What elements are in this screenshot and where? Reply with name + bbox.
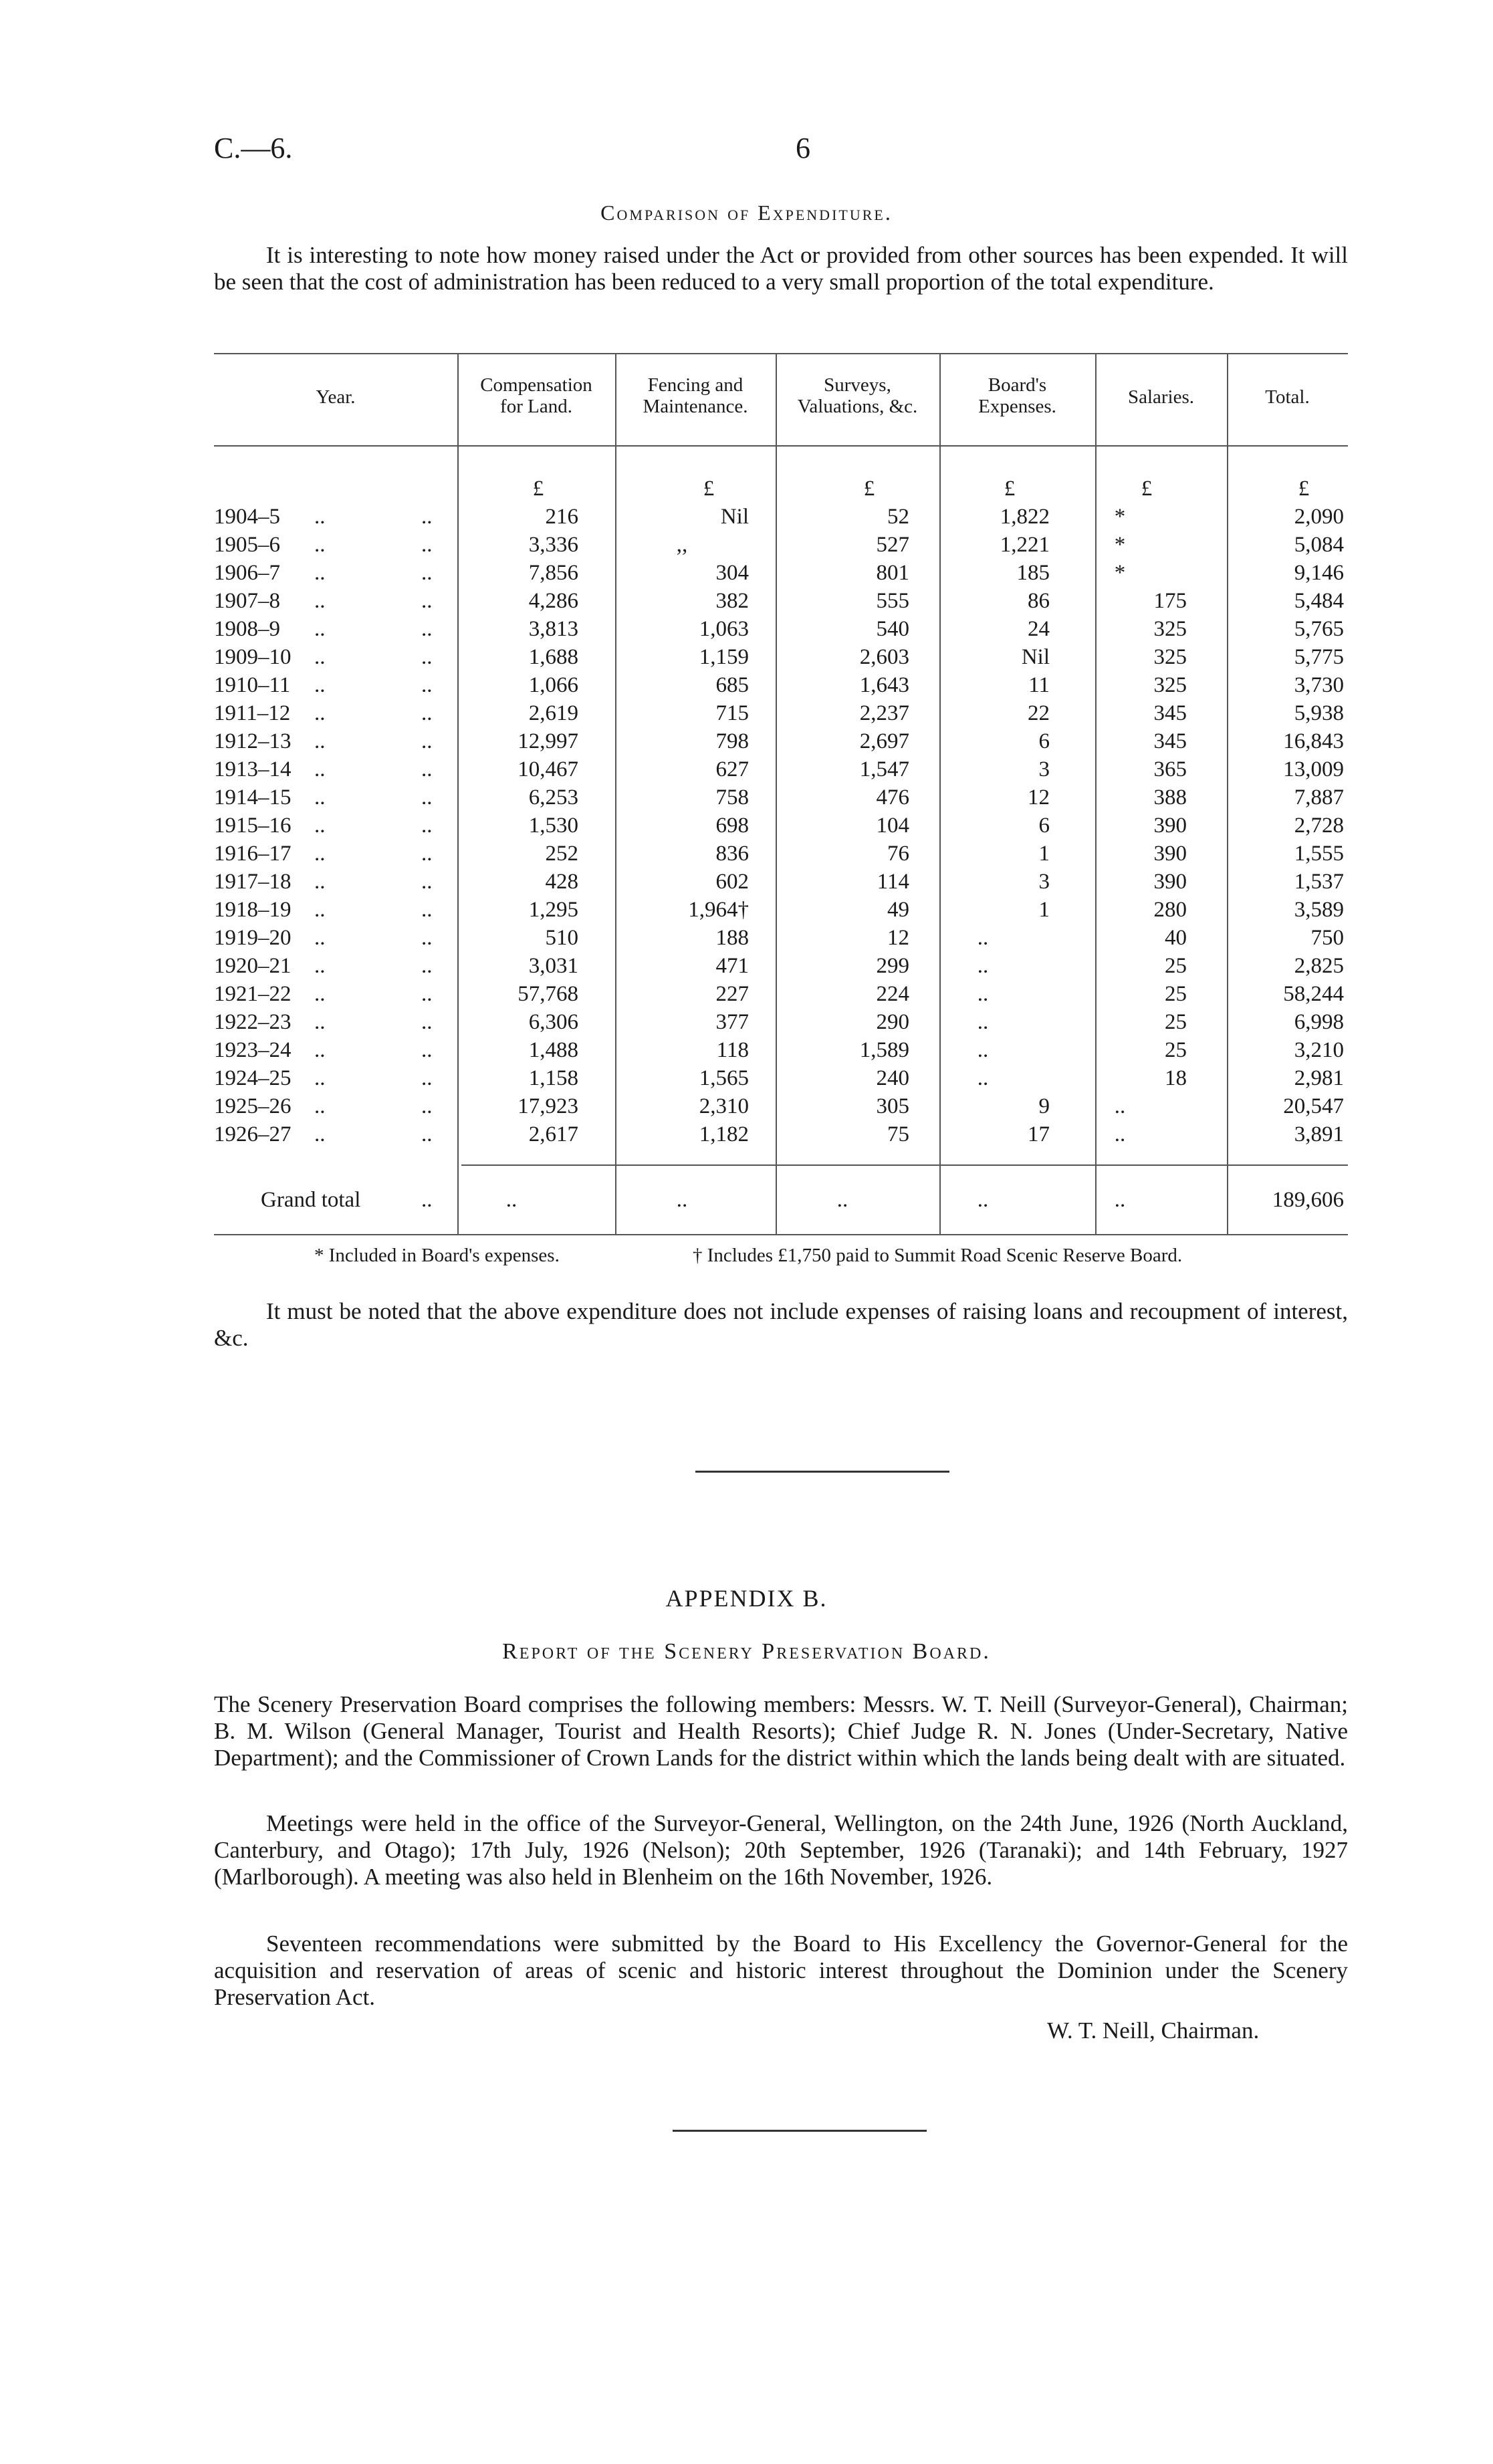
- report-id: C.—6.: [214, 132, 293, 164]
- row-year: 1910–11: [214, 673, 291, 697]
- row-leader: ..: [421, 926, 433, 950]
- row-leader: ..: [421, 1122, 433, 1146]
- table-cell-fence: 377: [715, 1010, 749, 1034]
- table-cell-board: 3: [1038, 757, 1050, 781]
- table-cell-total: 5,938: [1294, 701, 1344, 725]
- table-cell-comp: 2,619: [528, 701, 578, 725]
- row-year: 1917–18: [214, 870, 292, 894]
- row-leader: ..: [421, 701, 433, 725]
- table-cell-board: 1: [1038, 898, 1050, 922]
- col-header-line: Fencing and: [647, 374, 743, 396]
- table-cell-total: 3,891: [1294, 1122, 1344, 1146]
- table-cell-sal: 390: [1153, 870, 1187, 894]
- table-cell-surv: 1,589: [859, 1038, 909, 1062]
- table-cell-total: 5,484: [1294, 589, 1344, 613]
- table-cell-comp: 428: [545, 870, 578, 894]
- row-leader: ..: [314, 1010, 326, 1034]
- row-year: 1913–14: [214, 757, 292, 781]
- grand-total-sal: ..: [1114, 1188, 1126, 1212]
- table-cell-fence: 758: [715, 785, 749, 810]
- row-leader: ..: [314, 954, 326, 978]
- row-leader: ..: [421, 589, 433, 613]
- table-cell-sal: 280: [1153, 898, 1187, 922]
- row-year: 1925–26: [214, 1094, 292, 1118]
- row-leader: ..: [421, 533, 433, 557]
- table-cell-sal: 25: [1165, 1038, 1187, 1062]
- table-cell-surv: 290: [876, 1010, 909, 1034]
- table-cell-total: 5,775: [1294, 645, 1344, 669]
- table-cell-sal: 175: [1153, 589, 1187, 613]
- footnote-star: * Included in Board's expenses.: [314, 1245, 560, 1266]
- row-year: 1918–19: [214, 898, 292, 922]
- row-year: 1923–24: [214, 1038, 292, 1062]
- table-cell-fence: 602: [715, 870, 749, 894]
- row-leader: ..: [314, 1094, 326, 1118]
- table-cell-sal: 325: [1153, 673, 1187, 697]
- table-cell-comp: 12,997: [518, 729, 578, 753]
- grand-total-label: Grand total: [261, 1188, 361, 1212]
- table-cell-board: ..: [977, 954, 989, 978]
- table-cell-board: ..: [977, 1010, 989, 1034]
- row-leader: ..: [314, 1038, 326, 1062]
- grand-total-total: 189,606: [1272, 1188, 1344, 1212]
- row-leader: ..: [421, 561, 433, 585]
- table-cell-fence: 1,063: [699, 617, 749, 641]
- row-leader: ..: [314, 842, 326, 866]
- row-leader: ..: [421, 505, 433, 529]
- col-header-fencing: [615, 374, 776, 417]
- col-header-surveys: [776, 374, 939, 417]
- comparison-intro-text: It is interesting to note how money raised under the Act or provided from other sources has been expended. It will be seen that the cost of administration has been reduced to a very small proportion of the total expenditure.: [214, 242, 1348, 295]
- row-leader: ..: [314, 701, 326, 725]
- col-header-line: Compensation: [480, 374, 592, 396]
- table-cell-surv: 49: [887, 898, 909, 922]
- table-cell-total: 750: [1310, 926, 1344, 950]
- row-year: 1926–27: [214, 1122, 292, 1146]
- table-cell-total: 6,998: [1294, 1010, 1344, 1034]
- table-cell-sal: ..: [1114, 1094, 1126, 1118]
- table-cell-board: 24: [1028, 617, 1050, 641]
- row-leader: ..: [314, 785, 326, 810]
- expenditure-table: [214, 353, 1348, 1235]
- row-year: 1915–16: [214, 814, 292, 838]
- table-cell-board: 1: [1038, 842, 1050, 866]
- row-leader: ..: [421, 673, 433, 697]
- table-cell-surv: 114: [877, 870, 909, 894]
- table-cell-fence: 1,964†: [688, 898, 749, 922]
- table-header-rule: [214, 445, 1348, 447]
- table-cell-board: 185: [1016, 561, 1050, 585]
- table-cell-surv: 1,547: [859, 757, 909, 781]
- table-cell-total: 16,843: [1283, 729, 1344, 753]
- table-cell-comp: 3,031: [528, 954, 578, 978]
- table-bottom-rule: [214, 1234, 1348, 1235]
- table-cell-comp: 3,813: [528, 617, 578, 641]
- table-cell-sal: 365: [1153, 757, 1187, 781]
- table-cell-fence: 227: [715, 982, 749, 1006]
- table-cell-surv: 224: [876, 982, 909, 1006]
- expenditure-note: [214, 1298, 1348, 1352]
- table-cell-board: 12: [1028, 785, 1050, 810]
- table-cell-total: 2,090: [1294, 505, 1344, 529]
- table-cell-comp: 6,306: [528, 1010, 578, 1034]
- row-year: 1909–10: [214, 645, 292, 669]
- table-cell-total: 9,146: [1294, 561, 1344, 585]
- row-leader: ..: [314, 505, 326, 529]
- end-rule: [673, 2130, 927, 2132]
- table-cell-total: 2,981: [1294, 1066, 1344, 1090]
- table-cell-surv: 2,603: [859, 645, 909, 669]
- table-cell-board: 1,221: [1000, 533, 1050, 557]
- row-leader: ..: [421, 617, 433, 641]
- row-leader: ..: [421, 645, 433, 669]
- table-cell-comp: 7,856: [528, 561, 578, 585]
- row-leader: ..: [314, 870, 326, 894]
- row-year: 1911–12: [214, 701, 291, 725]
- table-cell-fence: 382: [715, 589, 749, 613]
- row-year: 1904–5: [214, 505, 280, 529]
- row-leader: ..: [314, 814, 326, 838]
- table-cell-fence: ,,: [676, 533, 688, 557]
- col-header-line: Valuations, &c.: [797, 396, 918, 417]
- table-cell-surv: 240: [876, 1066, 909, 1090]
- col-header-line: Maintenance.: [643, 396, 748, 417]
- row-year: 1920–21: [214, 954, 292, 978]
- table-cell-fence: 118: [716, 1038, 749, 1062]
- row-year: 1905–6: [214, 533, 280, 557]
- table-cell-board: ..: [977, 1038, 989, 1062]
- grand-total-comp: ..: [505, 1188, 518, 1212]
- table-cell-surv: 12: [887, 926, 909, 950]
- table-cell-surv: 2,697: [859, 729, 909, 753]
- appendix-para-recommendations: [214, 1931, 1348, 2011]
- table-cell-surv: 52: [887, 505, 909, 529]
- row-leader: ..: [314, 898, 326, 922]
- row-leader: ..: [421, 870, 433, 894]
- row-leader: ..: [314, 617, 326, 641]
- table-cell-surv: 1,643: [859, 673, 909, 697]
- appendix-subtitle: Report of the Scenery Preservation Board.: [502, 1639, 991, 1664]
- row-year: 1922–23: [214, 1010, 292, 1034]
- table-cell-comp: 6,253: [528, 785, 578, 810]
- table-cell-surv: 104: [876, 814, 909, 838]
- col-header-compensation: [457, 374, 615, 417]
- col-header-total: Total.: [1265, 386, 1310, 408]
- table-cell-fence: 836: [715, 842, 749, 866]
- row-leader: ..: [421, 954, 433, 978]
- table-cell-board: 6: [1038, 729, 1050, 753]
- table-top-rule: [214, 353, 1348, 354]
- table-cell-total: 1,537: [1294, 870, 1344, 894]
- table-cell-total: 1,555: [1294, 842, 1344, 866]
- col-header-line: Surveys,: [824, 374, 891, 396]
- table-cell-fence: 698: [715, 814, 749, 838]
- table-cell-comp: 1,530: [528, 814, 578, 838]
- table-cell-fence: 685: [715, 673, 749, 697]
- table-cell-total: 5,084: [1294, 533, 1344, 557]
- grand-total-fence: ..: [676, 1188, 688, 1212]
- appendix-para-meetings: [214, 1810, 1348, 1890]
- table-cell-comp: 2,617: [528, 1122, 578, 1146]
- row-leader: ..: [314, 926, 326, 950]
- table-cell-sal: ..: [1114, 1122, 1126, 1146]
- table-cell-total: 7,887: [1294, 785, 1344, 810]
- table-cell-total: 20,547: [1283, 1094, 1344, 1118]
- table-cell-comp: 3,336: [528, 533, 578, 557]
- table-cell-comp: 17,923: [518, 1094, 578, 1118]
- table-cell-fence: 304: [715, 561, 749, 585]
- row-year: 1921–22: [214, 982, 292, 1006]
- row-year: 1908–9: [214, 617, 280, 641]
- footnote-dagger: † Includes £1,750 paid to Summit Road Scenic Reserve Board.: [693, 1245, 1183, 1266]
- table-cell-sal: 25: [1165, 982, 1187, 1006]
- table-cell-board: 11: [1028, 673, 1050, 697]
- table-cell-fence: 627: [715, 757, 749, 781]
- table-cell-total: 13,009: [1283, 757, 1344, 781]
- grand-total-surv: ..: [836, 1188, 848, 1212]
- currency-symbol: £: [1298, 477, 1310, 501]
- row-year: 1919–20: [214, 926, 292, 950]
- table-cell-surv: 2,237: [859, 701, 909, 725]
- table-cell-board: 6: [1038, 814, 1050, 838]
- table-cell-board: 17: [1028, 1122, 1050, 1146]
- row-leader: ..: [314, 982, 326, 1006]
- table-cell-fence: Nil: [720, 505, 749, 529]
- table-cell-fence: 798: [715, 729, 749, 753]
- currency-symbol: £: [532, 477, 544, 501]
- table-cell-fence: 1,159: [699, 645, 749, 669]
- table-cell-comp: 10,467: [518, 757, 578, 781]
- page-number: 6: [796, 132, 810, 164]
- col-header-board-expenses: [939, 374, 1095, 417]
- table-cell-total: 58,244: [1283, 982, 1344, 1006]
- appendix-para-text: Meetings were held in the office of the Surveyor-General, Wellington, on the 24th June, 1926 (North Auckland, Canterbury, and Otago); 17th July, 1926 (Nelson); 20th September, 1926 (Taranaki); and 14th February, 1927 (Marlborough). A meeting was also held in Blenheim on the 16th November, 1926.: [214, 1810, 1348, 1890]
- row-leader: ..: [421, 1010, 433, 1034]
- row-leader: ..: [421, 1094, 433, 1118]
- table-cell-comp: 252: [545, 842, 578, 866]
- col-header-line: Expenses.: [978, 396, 1056, 417]
- table-cell-surv: 527: [876, 533, 909, 557]
- table-cell-sal: *: [1114, 533, 1126, 557]
- row-leader: ..: [421, 729, 433, 753]
- table-cell-sal: *: [1114, 505, 1126, 529]
- table-cell-comp: 1,158: [528, 1066, 578, 1090]
- row-year: 1906–7: [214, 561, 280, 585]
- table-cell-sal: 390: [1153, 842, 1187, 866]
- table-cell-board: 3: [1038, 870, 1050, 894]
- table-cell-total: 3,589: [1294, 898, 1344, 922]
- table-cell-comp: 57,768: [518, 982, 578, 1006]
- appendix-para-text: Seventeen recommendations were submitted by the Board to His Excellency the Governor-General for the acquisition and reservation of areas of scenic and historic interest throughout the Dominion under the Scenery Preservation Act.: [214, 1931, 1348, 2010]
- col-header-year: Year.: [316, 386, 356, 408]
- table-total-rule: [461, 1164, 1348, 1166]
- table-cell-board: Nil: [1021, 645, 1050, 669]
- table-cell-sal: 325: [1153, 617, 1187, 641]
- table-cell-fence: 471: [715, 954, 749, 978]
- row-leader: ..: [421, 1066, 433, 1090]
- row-leader: ..: [421, 814, 433, 838]
- table-cell-board: 1,822: [1000, 505, 1050, 529]
- table-cell-board: ..: [977, 982, 989, 1006]
- row-leader: ..: [314, 645, 326, 669]
- table-cell-comp: 1,295: [528, 898, 578, 922]
- table-cell-surv: 476: [876, 785, 909, 810]
- table-cell-total: 2,825: [1294, 954, 1344, 978]
- table-cell-board: 9: [1038, 1094, 1050, 1118]
- row-leader: ..: [421, 757, 433, 781]
- grand-total-board: ..: [977, 1188, 989, 1212]
- row-leader: ..: [314, 1122, 326, 1146]
- row-leader: ..: [314, 757, 326, 781]
- table-cell-sal: 25: [1165, 954, 1187, 978]
- table-cell-surv: 540: [876, 617, 909, 641]
- row-leader: ..: [314, 561, 326, 585]
- table-cell-total: 5,765: [1294, 617, 1344, 641]
- table-cell-fence: 188: [715, 926, 749, 950]
- table-cell-surv: 801: [876, 561, 909, 585]
- comparison-intro: [214, 242, 1348, 295]
- table-cell-board: ..: [977, 1066, 989, 1090]
- row-leader: ..: [421, 785, 433, 810]
- table-cell-fence: 2,310: [699, 1094, 749, 1118]
- table-cell-surv: 299: [876, 954, 909, 978]
- table-cell-comp: 510: [545, 926, 578, 950]
- table-cell-sal: 40: [1165, 926, 1187, 950]
- table-cell-fence: 1,182: [699, 1122, 749, 1146]
- col-header-line: Board's: [988, 374, 1047, 396]
- appendix-heading: APPENDIX B.: [665, 1585, 828, 1612]
- table-cell-surv: 75: [887, 1122, 909, 1146]
- table-cell-sal: 325: [1153, 645, 1187, 669]
- table-cell-comp: 1,488: [528, 1038, 578, 1062]
- table-cell-surv: 76: [887, 842, 909, 866]
- row-leader: ..: [421, 842, 433, 866]
- table-cell-sal: 25: [1165, 1010, 1187, 1034]
- table-cell-sal: *: [1114, 561, 1126, 585]
- table-cell-board: 22: [1028, 701, 1050, 725]
- appendix-para-members: [214, 1691, 1348, 1771]
- table-cell-sal: 345: [1153, 729, 1187, 753]
- row-leader: ..: [314, 533, 326, 557]
- table-cell-board: ..: [977, 926, 989, 950]
- table-cell-surv: 305: [876, 1094, 909, 1118]
- signature: W. T. Neill, Chairman.: [1047, 2017, 1260, 2044]
- currency-symbol: £: [1141, 477, 1153, 501]
- table-cell-sal: 18: [1165, 1066, 1187, 1090]
- table-cell-total: 3,730: [1294, 673, 1344, 697]
- comparison-title: Comparison of Expenditure.: [600, 201, 893, 225]
- row-leader: ..: [314, 589, 326, 613]
- expenditure-note-text: It must be noted that the above expenditure does not include expenses of raising loans and recoupment of interest, &c.: [214, 1298, 1348, 1351]
- currency-symbol: £: [703, 477, 715, 501]
- row-leader: ..: [314, 1066, 326, 1090]
- row-year: 1924–25: [214, 1066, 292, 1090]
- table-cell-total: 2,728: [1294, 814, 1344, 838]
- table-cell-sal: 388: [1153, 785, 1187, 810]
- table-cell-board: 86: [1028, 589, 1050, 613]
- currency-symbol: £: [1004, 477, 1016, 501]
- table-cell-sal: 390: [1153, 814, 1187, 838]
- row-leader: ..: [421, 1188, 433, 1212]
- table-cell-surv: 555: [876, 589, 909, 613]
- row-leader: ..: [421, 982, 433, 1006]
- section-divider: [695, 1471, 949, 1473]
- row-year: 1907–8: [214, 589, 280, 613]
- row-leader: ..: [314, 673, 326, 697]
- table-cell-comp: 1,066: [528, 673, 578, 697]
- row-year: 1914–15: [214, 785, 292, 810]
- col-header-line: for Land.: [500, 396, 572, 417]
- row-year: 1912–13: [214, 729, 292, 753]
- row-leader: ..: [421, 1038, 433, 1062]
- row-leader: ..: [314, 729, 326, 753]
- col-header-salaries: Salaries.: [1127, 386, 1195, 408]
- row-leader: ..: [421, 898, 433, 922]
- appendix-para-text: The Scenery Preservation Board comprises the following members: Messrs. W. T. Neill (Surveyor-General), Chairman; B. M. Wilson (General Manager, Tourist and Health Resorts); Chief Judge R. N. Jones (Under-Secretary, Native Department); and the Commissioner of Crown Lands for the district within which the lands being dealt with are situated.: [214, 1691, 1348, 1771]
- table-cell-sal: 345: [1153, 701, 1187, 725]
- row-year: 1916–17: [214, 842, 292, 866]
- table-cell-fence: 1,565: [699, 1066, 749, 1090]
- table-cell-comp: 1,688: [528, 645, 578, 669]
- table-cell-comp: 4,286: [528, 589, 578, 613]
- table-cell-fence: 715: [715, 701, 749, 725]
- currency-symbol: £: [863, 477, 875, 501]
- table-cell-total: 3,210: [1294, 1038, 1344, 1062]
- table-cell-comp: 216: [545, 505, 578, 529]
